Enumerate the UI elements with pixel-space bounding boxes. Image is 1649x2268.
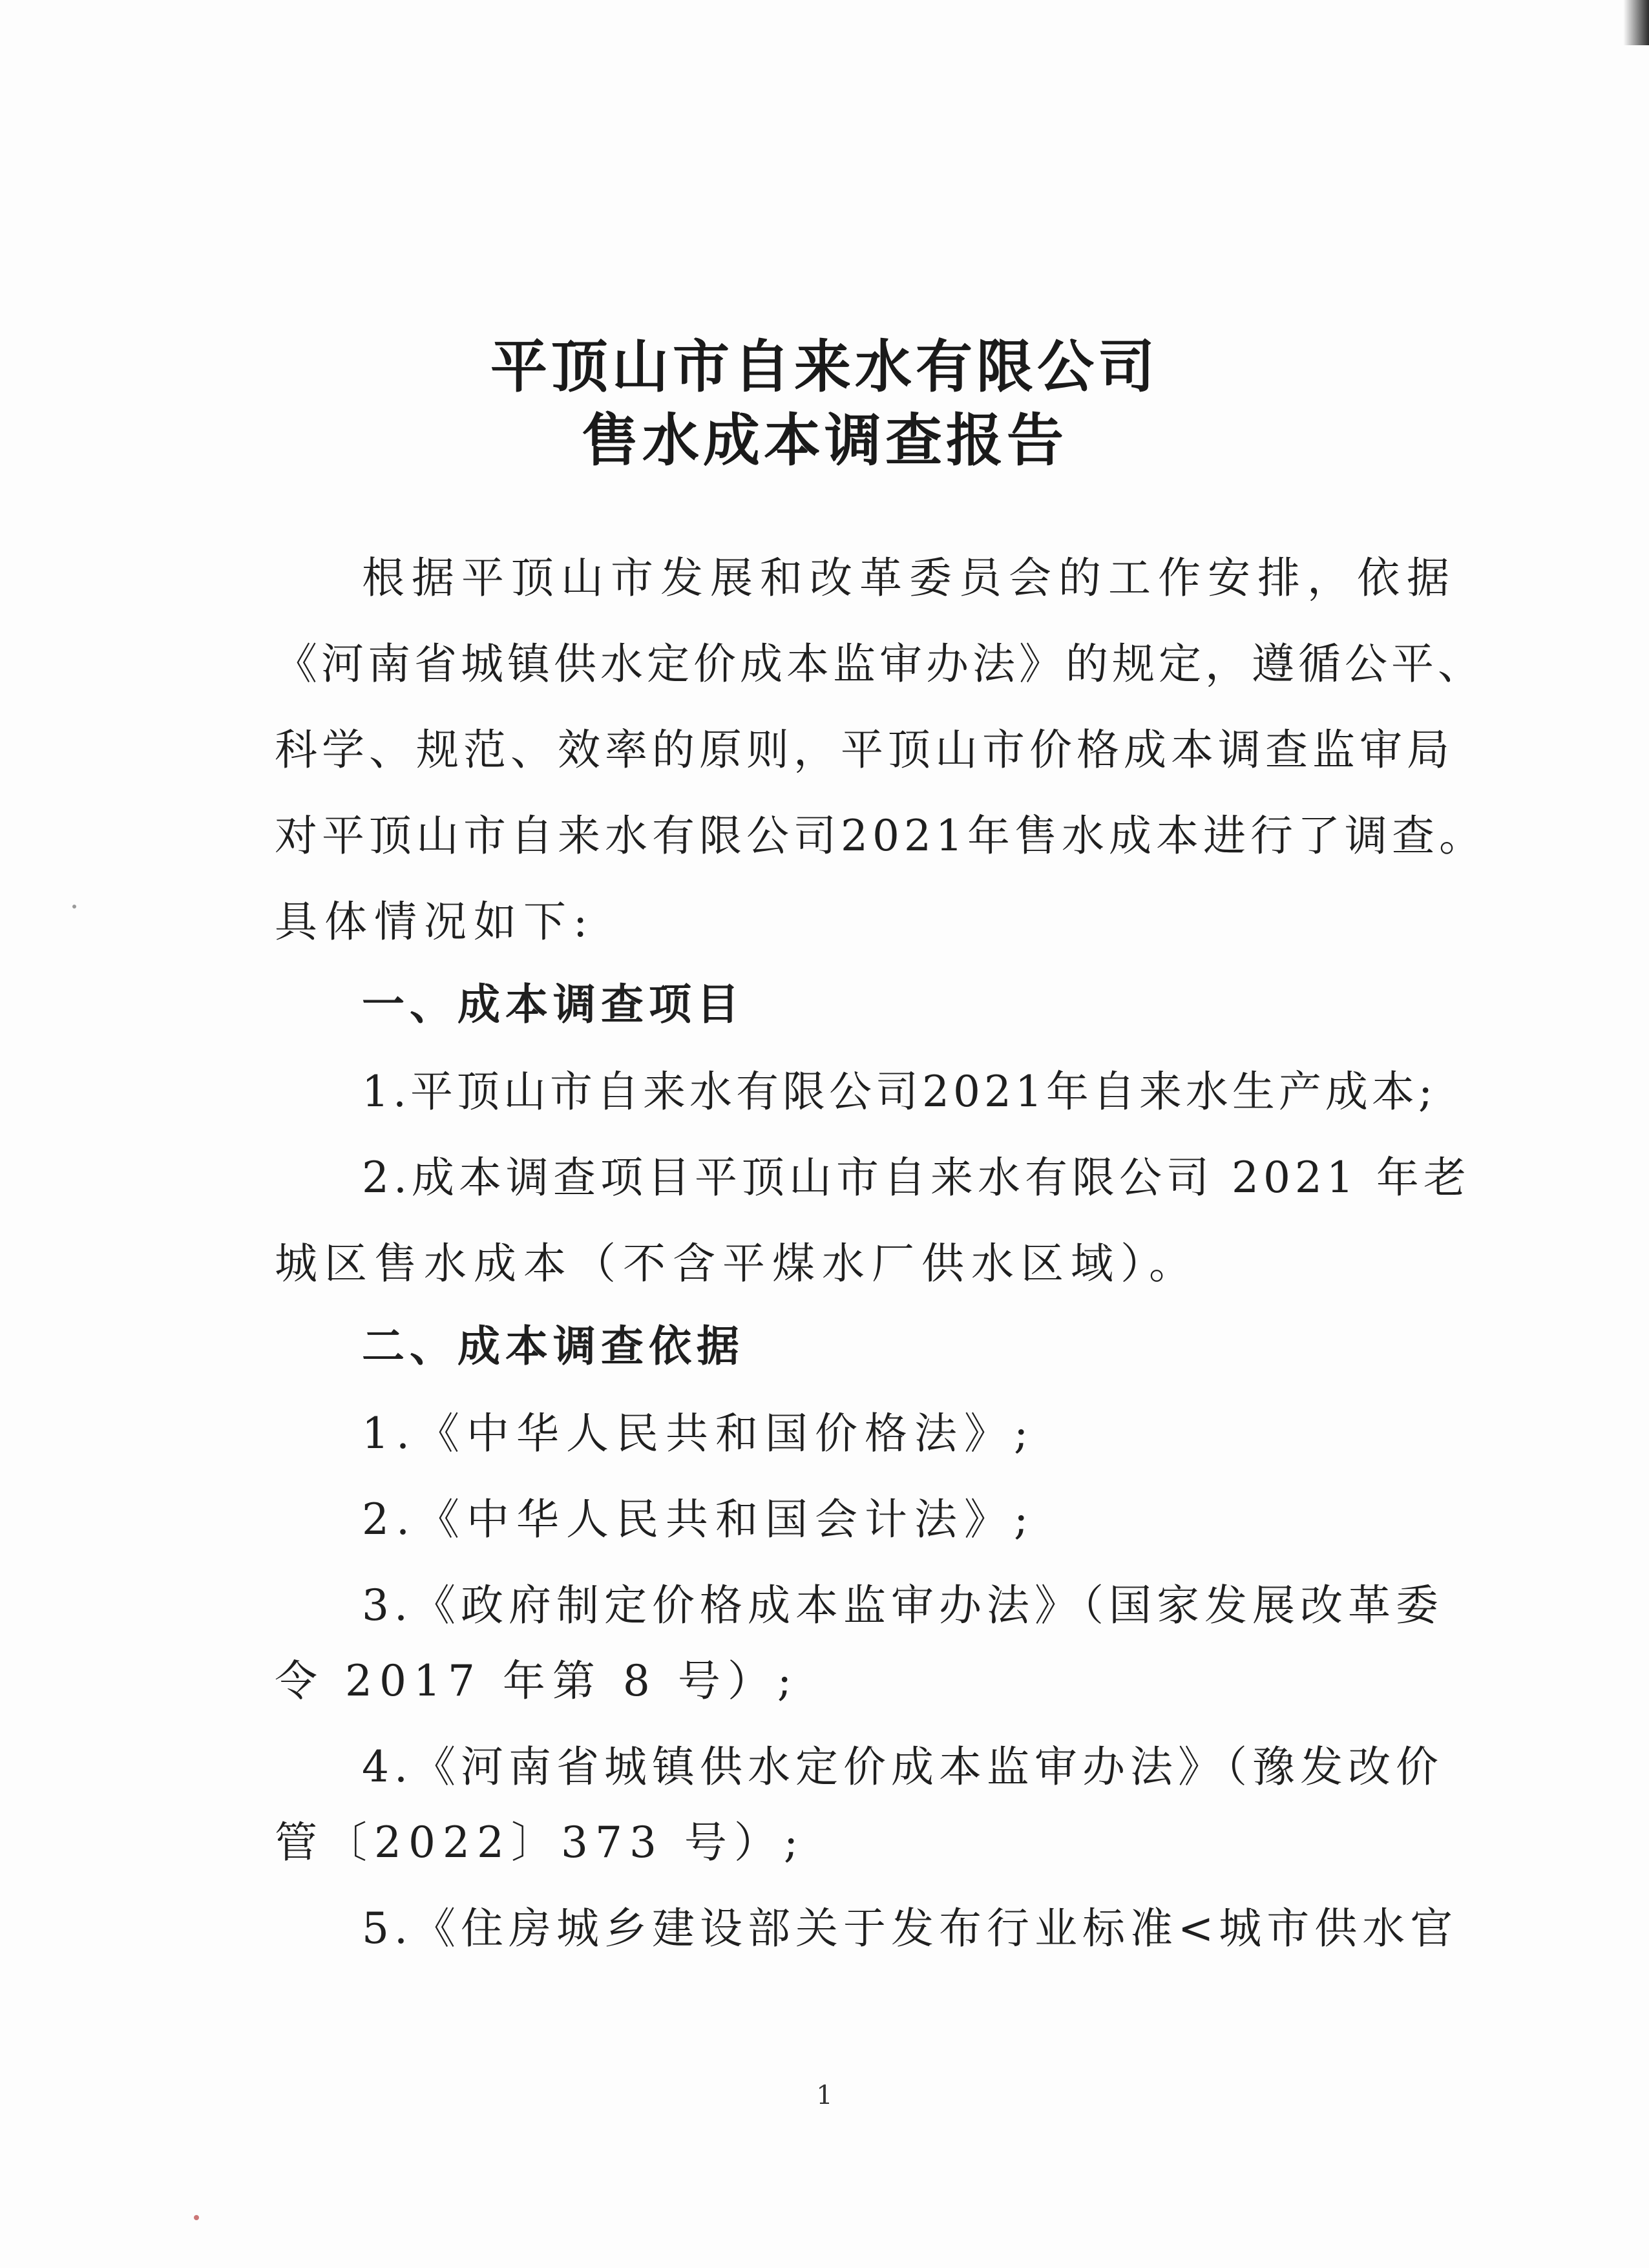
list-item: 管〔2022〕373 号）;: [275, 1818, 806, 1867]
scan-speck: [194, 2215, 199, 2220]
list-item: 3.《政府制定价格成本监审办法》（国家发展改革委: [362, 1580, 1444, 1630]
list-item: 1.《中华人民共和国价格法》;: [362, 1409, 1036, 1458]
list-item: 2.《中华人民共和国会计法》;: [362, 1495, 1036, 1544]
document-title-line-1: 平顶山市自来水有限公司: [490, 333, 1159, 400]
paragraph-line: 科学、规范、效率的原则，平顶山市价格成本调查监审局: [275, 725, 1454, 775]
scan-edge-mark: [1623, 0, 1649, 45]
section-heading-cost-basis: 二、成本调查依据: [362, 1321, 744, 1371]
paragraph-line: 具体情况如下:: [275, 897, 595, 947]
paragraph-line: 根据平顶山市发展和改革委员会的工作安排，依据: [362, 553, 1456, 603]
list-item: 1.平顶山市自来水有限公司2021年自来水生产成本;: [362, 1067, 1437, 1117]
page-number: 1: [816, 2081, 833, 2110]
list-item: 4.《河南省城镇供水定价成本监审办法》（豫发改价: [362, 1742, 1444, 1792]
list-item: 5.《住房城乡建设部关于发布行业标准<城市供水官: [362, 1904, 1458, 1953]
document-title-line-2: 售水成本调查报告: [581, 407, 1067, 474]
list-item: 城区售水成本（不含平煤水厂供水区域）。: [275, 1239, 1199, 1288]
list-item: 2.成本调查项目平顶山市自来水有限公司 2021 年老: [362, 1153, 1471, 1202]
scan-speck: [72, 905, 76, 908]
paragraph-line: 对平顶山市自来水有限公司2021年售水成本进行了调查。: [275, 811, 1486, 861]
section-heading-cost-items: 一、成本调查项目: [362, 980, 744, 1029]
list-item: 令 2017 年第 8 号）;: [275, 1656, 799, 1706]
paragraph-line: 《河南省城镇供水定价成本监审办法》的规定，遵循公平、: [275, 639, 1484, 689]
